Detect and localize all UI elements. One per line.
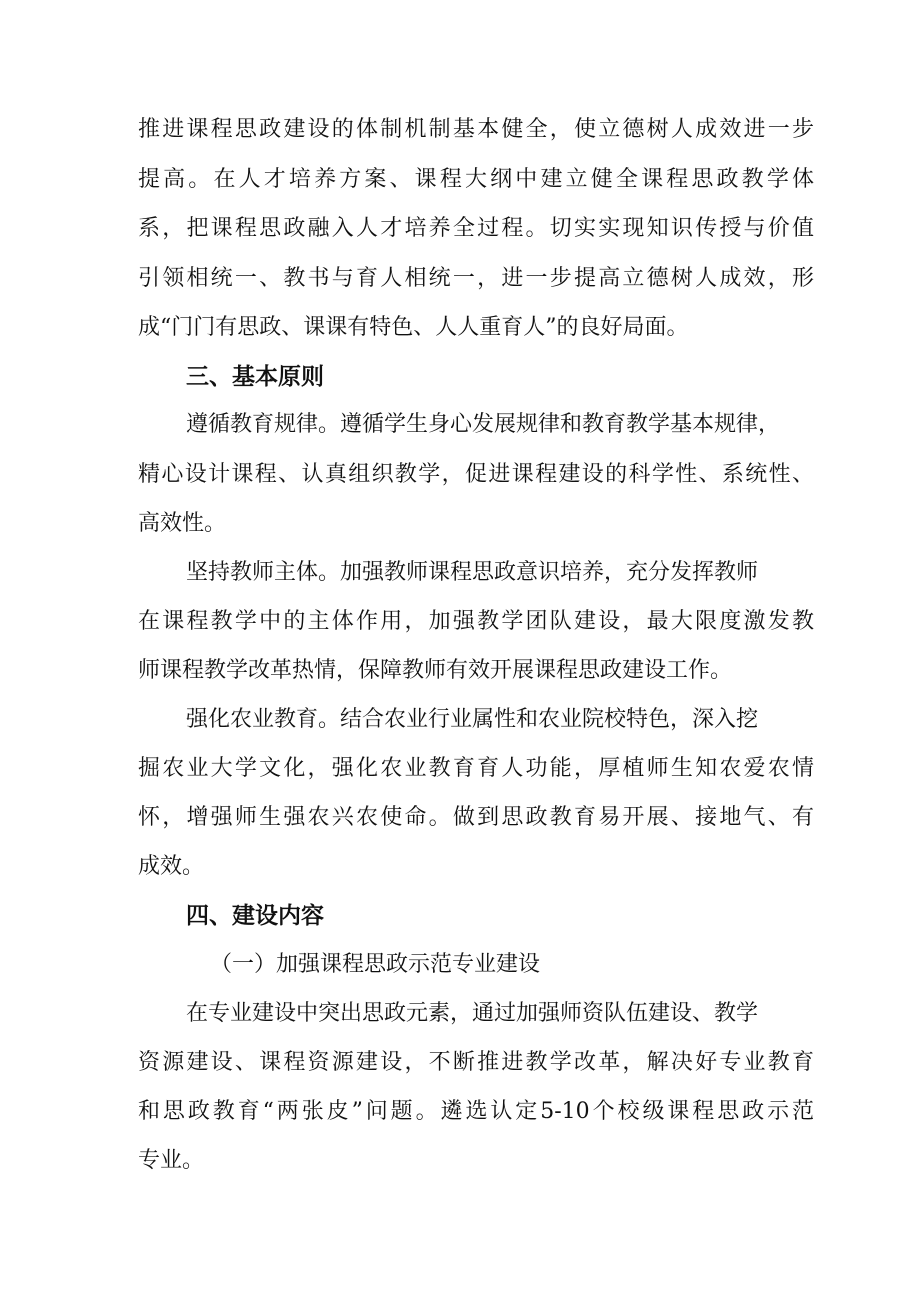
content-1-line-2: 资源建设、课程资源建设，不断推进教学改革，解决好专业教育 [138, 1050, 814, 1075]
intro-line-5: 成“门门有思政、课课有特色、人人重育人”的良好局面。 [138, 315, 689, 340]
content-1-line-1: 在专业建设中突出思政元素，通过加强师资队伍建设、教学 [186, 1001, 759, 1026]
subsection-heading-1: （一）加强课程思政示范专业建设 [210, 952, 541, 977]
principle-1-line-2: 精心设计课程、认真组织教学，促进课程建设的科学性、系统性、 [138, 462, 814, 487]
principle-1-line-3: 高效性。 [138, 511, 227, 536]
intro-line-2: 提高。在人才培养方案、课程大纲中建立健全课程思政教学体 [138, 167, 814, 192]
section-heading-content: 四、建设内容 [186, 903, 324, 929]
principle-3-line-2: 掘农业大学文化，强化农业教育育人功能，厚植师生知农爱农情 [138, 756, 814, 781]
section-heading-principles: 三、基本原则 [186, 364, 324, 390]
principle-3-line-4: 成效。 [138, 854, 205, 879]
principle-1-line-1: 遵循教育规律。遵循学生身心发展规律和教育教学基本规律， [186, 412, 781, 437]
intro-line-1: 推进课程思政建设的体制机制基本健全，使立德树人成效进一步 [138, 117, 814, 142]
intro-line-4: 引领相统一、教书与育人相统一，进一步提高立德树人成效，形 [138, 266, 814, 291]
principle-3-line-1: 强化农业教育。结合农业行业属性和农业院校特色，深入挖 [186, 707, 759, 732]
content-1-line-4: 专业。 [138, 1148, 205, 1173]
intro-line-3: 系，把课程思政融入人才培养全过程。切实实现知识传授与价值 [138, 216, 814, 241]
content-1-line-3: 和思政教育“两张皮”问题。遴选认定5-10个校级课程思政示范 [138, 1099, 814, 1124]
principle-3-line-3: 怀，增强师生强农兴农使命。做到思政教育易开展、接地气、有 [138, 805, 814, 830]
principle-2-line-3: 师课程教学改革热情，保障教师有效开展课程思政建设工作。 [138, 658, 733, 683]
principle-2-line-2: 在课程教学中的主体作用，加强教学团队建设，最大限度激发教 [138, 609, 814, 634]
principle-2-line-1: 坚持教师主体。加强教师课程思政意识培养，充分发挥教师 [186, 560, 759, 585]
